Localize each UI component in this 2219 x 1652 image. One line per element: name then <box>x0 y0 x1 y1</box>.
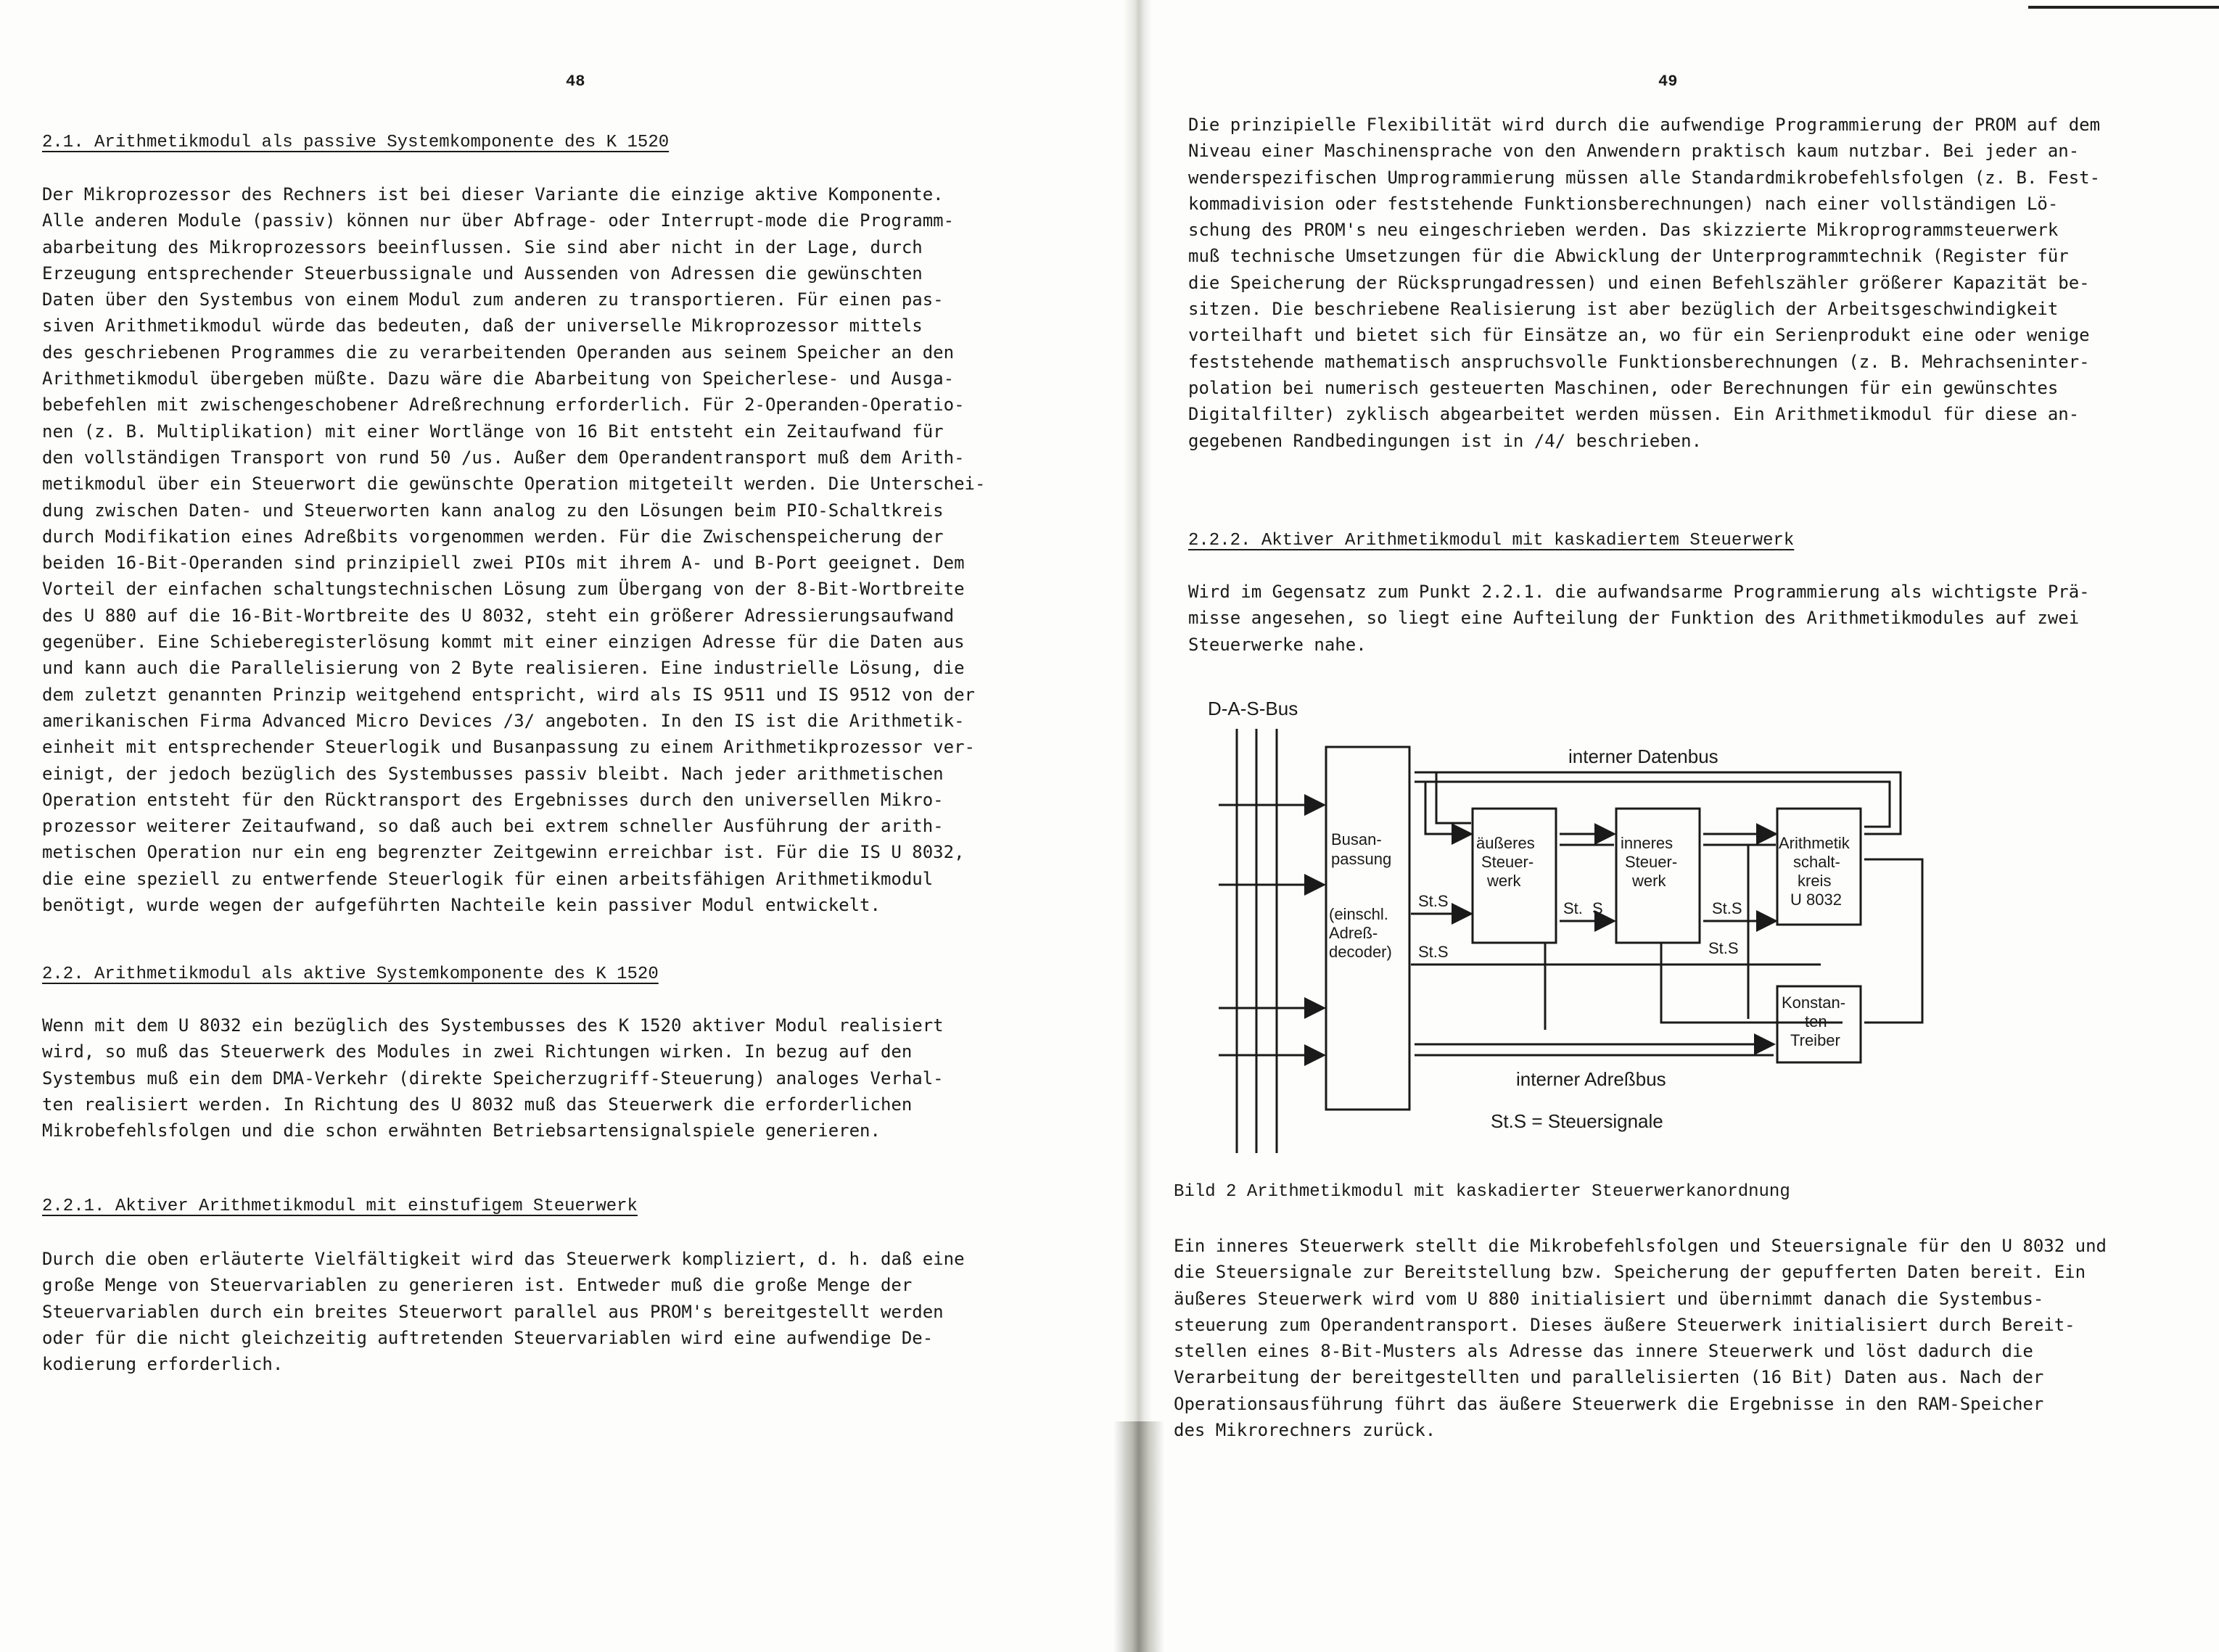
text-line: Systembus muß ein dem DMA-Verkehr (direkte Speicherzugriff-Steuerung) analoges Verhal- <box>42 1067 944 1089</box>
body-paragraph <box>1174 1233 2107 1443</box>
text-line: dung zwischen Daten- und Steuerworten kann analog zu den Lösungen beim PIO-Schaltkreis <box>42 500 944 521</box>
constants-label-3: Treiber <box>1790 1031 1840 1049</box>
body-paragraph <box>1188 579 2090 658</box>
text-line: durch Modifikation eines Adreßbits vorgenommen werden. Für die Zwischenspeicherung der <box>42 526 944 547</box>
text-line: bebefehlen mit zwischengeschobener Adreßrechnung erforderlich. Für 2-Operanden-Operatio- <box>42 395 965 416</box>
signal-label: St. <box>1563 899 1583 917</box>
page-number: 49 <box>1658 73 1678 91</box>
text-line: einheit mit entsprechender Steuerlogik und Busanpassung zu einem Arithmetikprozessor ver- <box>42 737 975 758</box>
constants-label-2: ten <box>1805 1012 1827 1031</box>
text-line: den vollständigen Transport von rund 50 /us. Außer dem Operandentransport muß dem Arith- <box>42 447 965 468</box>
text-line: Ein inneres Steuerwerk stellt die Mikrobefehlsfolgen und Steuersignale für den U 8032 und <box>1174 1236 2107 1256</box>
text-line: Alle anderen Module (passiv) können nur über Abfrage- oder Interrupt-mode die Programm- <box>42 210 955 231</box>
busanpassung-label-1: Busan- <box>1331 830 1382 848</box>
alu-label-1: Arithmetik <box>1779 834 1850 852</box>
decoder-label-1: (einschl. <box>1329 905 1388 923</box>
figure-caption: Bild 2 Arithmetikmodul mit kaskadierter Steuerwerkanordnung <box>1174 1182 1790 1202</box>
text-line: Operationsausführung führt das äußere Steuerwerk die Ergebnisse in den RAM-Speicher <box>1174 1393 2044 1414</box>
block-diagram <box>1168 689 1937 1153</box>
decoder-label-3: decoder) <box>1329 943 1392 961</box>
text-line: die Speicherung der Rücksprungadressen) und einen Befehlszähler größerer Kapazität be- <box>1188 272 2090 293</box>
text-line: kommadivision oder feststehende Funktionsberechnungen) nach einer vollständigen Lö- <box>1188 193 2059 214</box>
text-line: Die prinzipielle Flexibilität wird durch die aufwendige Programmierung der PROM auf dem <box>1188 115 2101 135</box>
text-line: große Menge von Steuervariablen zu generieren ist. Entweder muß die große Menge der <box>42 1275 913 1296</box>
text-line: die Steuersignale zur Bereitstellung bzw. Speicherung der gepufferten Daten bereit. Ein <box>1174 1262 2086 1283</box>
text-line: steuerung zum Operandentransport. Dieses äußere Steuerwerk initialisiert durch Bereit- <box>1174 1314 2075 1335</box>
inner-label-3: werk <box>1632 872 1666 890</box>
decoder-label-2: Adreß- <box>1329 924 1378 942</box>
signal-label: St.S <box>1418 892 1449 910</box>
text-line: gegenüber. Eine Schieberegisterlösung kommt mit einer einzigen Adresse für die Daten aus <box>42 632 965 653</box>
text-line: des Mikrorechners zurück. <box>1174 1420 1436 1441</box>
text-line: oder für die nicht gleichzeitig auftretenden Steuervariablen wird eine aufwendige De- <box>42 1327 934 1348</box>
text-line: vorteilhaft und bietet sich für Einsätze an, wo für ein Serienprodukt eine oder wenige <box>1188 325 2090 346</box>
body-paragraph <box>42 1012 944 1144</box>
signal-label: St.S <box>1712 899 1742 917</box>
text-line: siven Arithmetikmodul würde das bedeuten, daß der universelle Mikroprozessor mittels <box>42 315 923 336</box>
text-line: amerikanischen Firma Advanced Micro Devices /3/ angeboten. In den IS ist die Arithmetik- <box>42 710 965 731</box>
text-line: abarbeitung des Mikroprozessors beeinflussen. Sie sind aber nicht in der Lage, durch <box>42 236 923 257</box>
body-paragraph <box>42 1246 965 1377</box>
text-line: Steuerwerke nahe. <box>1188 634 1367 655</box>
text-line: Daten über den Systembus von einem Modul zum anderen zu transportieren. Für einen pas- <box>42 289 944 310</box>
signal-label: St.S <box>1418 943 1449 961</box>
text-line: Wird im Gegensatz zum Punkt 2.2.1. die aufwandsarme Programmierung als wichtigste Prä- <box>1188 582 2090 602</box>
page-number: 48 <box>566 73 585 91</box>
section-heading: 2.2.2. Aktiver Arithmetikmodul mit kaskadiertem Steuerwerk <box>1188 531 1795 550</box>
text-line: einigt, der jedoch bezüglich des Systembusses passiv bleibt. Nach jeder arithmetischen <box>42 763 944 784</box>
outer-label-1: äußeres <box>1476 834 1535 852</box>
text-line: metikmodul über ein Steuerwort die gewünschte Operation mitgeteilt werden. Die Unterschei- <box>42 474 986 495</box>
text-line: Verarbeitung der bereitgestellten und parallelisierten (16 Bit) Daten aus. Nach der <box>1174 1367 2044 1388</box>
text-line: beiden 16-Bit-Operanden sind prinzipiell zwei PIOs mit ihrem A- und B-Port geeignet. Dem <box>42 553 965 574</box>
alu-label-3: kreis <box>1798 872 1832 890</box>
text-line: kodierung erforderlich. <box>42 1354 284 1375</box>
text-line: und kann auch die Parallelisierung von 2 Byte realisieren. Eine industrielle Lösung, die <box>42 658 965 679</box>
text-line: stellen eines 8-Bit-Musters als Adresse das innere Steuerwerk und löst dadurch die <box>1174 1341 2033 1362</box>
inner-label-2: Steuer- <box>1625 853 1678 871</box>
text-line: polation bei numerisch gesteuerten Maschinen, oder Berechnungen für ein gewünschtes <box>1188 377 2059 398</box>
text-line: äußeres Steuerwerk wird vom U 880 initialisiert und übernimmt danach die Systembus- <box>1174 1288 2044 1309</box>
text-line: nen (z. B. Multiplikation) mit einer Wortlänge von 16 Bit entsteht ein Zeitaufwand für <box>42 421 944 442</box>
section-heading: 2.2. Arithmetikmodul als aktive Systemkomponente des K 1520 <box>42 965 659 984</box>
text-line: die eine speziell zu entwerfende Steuerlogik für einen arbeitsfähigen Arithmetikmodul <box>42 868 934 889</box>
text-line: Erzeugung entsprechender Steuerbussignale und Aussenden von Adressen die gewünschten <box>42 263 923 284</box>
legend-label: St.S = Steuersignale <box>1491 1110 1663 1132</box>
text-line: gegebenen Randbedingungen ist in /4/ beschrieben. <box>1188 430 1703 451</box>
text-line: wenderspezifischen Umprogrammierung müssen alle Standardmikrobefehlsfolgen (z. B. Fest- <box>1188 167 2101 188</box>
outer-label-3: werk <box>1487 872 1521 890</box>
text-line: Niveau einer Maschinensprache von den Anwendern praktisch kaum nutzbar. Bei jeder an- <box>1188 141 2080 162</box>
text-line: Vorteil der einfachen schaltungstechnischen Lösung zum Übergang von der 8-Bit-Wortbreite <box>42 579 965 600</box>
inner-label-1: inneres <box>1621 834 1673 852</box>
body-paragraph <box>42 181 985 918</box>
signal-label: S <box>1592 899 1603 917</box>
busanpassung-label-2: passung <box>1331 850 1392 868</box>
section-heading: 2.2.1. Aktiver Arithmetikmodul mit einstufigem Steuerwerk <box>42 1197 638 1216</box>
alu-label-4: U 8032 <box>1790 891 1842 909</box>
text-line: dem zuletzt genannten Prinzip weitgehend entspricht, wird als IS 9511 und IS 9512 von der <box>42 684 975 705</box>
constants-label-1: Konstan- <box>1782 994 1846 1012</box>
text-line: Wenn mit dem U 8032 ein bezüglich des Systembusses des K 1520 aktiver Modul realisiert <box>42 1015 944 1036</box>
text-line: Arithmetikmodul übergeben müßte. Dazu wäre die Abarbeitung von Speicherlese- und Ausga- <box>42 368 955 389</box>
text-line: muß technische Umsetzungen für die Abwicklung der Unterprogrammtechnik (Register für <box>1188 246 2069 267</box>
outer-label-2: Steuer- <box>1481 853 1534 871</box>
text-line: Durch die oben erläuterte Vielfältigkeit wird das Steuerwerk kompliziert, d. h. daß eine <box>42 1249 965 1269</box>
text-line: feststehende mathematisch anspruchsvolle Funktionsberechnungen (z. B. Mehrachseninter- <box>1188 351 2090 372</box>
text-line: wird, so muß das Steuerwerk des Modules in zwei Richtungen wirken. In bezug auf den <box>42 1041 913 1062</box>
signal-label: St.S <box>1708 939 1739 957</box>
data-bus-label: interner Datenbus <box>1568 746 1718 767</box>
text-line: ten realisiert werden. In Richtung des U 8032 muß das Steuerwerk die erforderlichen <box>42 1094 913 1115</box>
text-line: des U 880 auf die 16-Bit-Wortbreite des U 8032, steht ein größerer Adressierungsaufwand <box>42 605 955 626</box>
alu-label-2: schalt- <box>1793 853 1840 871</box>
text-line: Der Mikroprozessor des Rechners ist bei dieser Variante die einzige aktive Komponente. <box>42 184 944 205</box>
text-line: prozessor weiterer Zeitaufwand, so daß auch bei extrem schneller Ausführung der arith- <box>42 816 944 837</box>
text-line: Steuervariablen durch ein breites Steuerwort parallel aus PROM's bereitgestellt werden <box>42 1301 944 1322</box>
text-line: sitzen. Die beschriebene Realisierung ist aber bezüglich der Arbeitsgeschwindigkeit <box>1188 299 2059 320</box>
text-line: metischen Operation nur ein eng begrenzter Zeitgewinn erreichbar ist. Für die IS U 8032, <box>42 842 965 863</box>
address-bus-label: interner Adreßbus <box>1516 1068 1666 1090</box>
text-line: Mikrobefehlsfolgen und die schon erwähnten Betriebsartensignalspiele generieren. <box>42 1120 881 1141</box>
text-line: benötigt, wurde wegen der aufgeführten Nachteile kein passiver Modul entwickelt. <box>42 895 881 916</box>
bus-label: D-A-S-Bus <box>1208 698 1298 719</box>
text-line: des geschriebenen Programmes die zu verarbeitenden Operanden aus seinem Speicher an den <box>42 342 955 363</box>
text-line: Operation entsteht für den Rücktransport des Ergebnisses durch den universellen Mikro- <box>42 789 944 810</box>
text-line: schung des PROM's neu eingeschrieben werden. Das skizzierte Mikroprogrammsteuerwerk <box>1188 220 2059 241</box>
section-heading: 2.1. Arithmetikmodul als passive Systemkomponente des K 1520 <box>42 133 670 152</box>
text-line: Digitalfilter) zyklisch abgearbeitet werden müssen. Ein Arithmetikmodul für diese an- <box>1188 404 2080 425</box>
body-paragraph <box>1188 112 2100 454</box>
text-line: misse angesehen, so liegt eine Aufteilung der Funktion des Arithmetikmodules auf zwei <box>1188 608 2080 629</box>
